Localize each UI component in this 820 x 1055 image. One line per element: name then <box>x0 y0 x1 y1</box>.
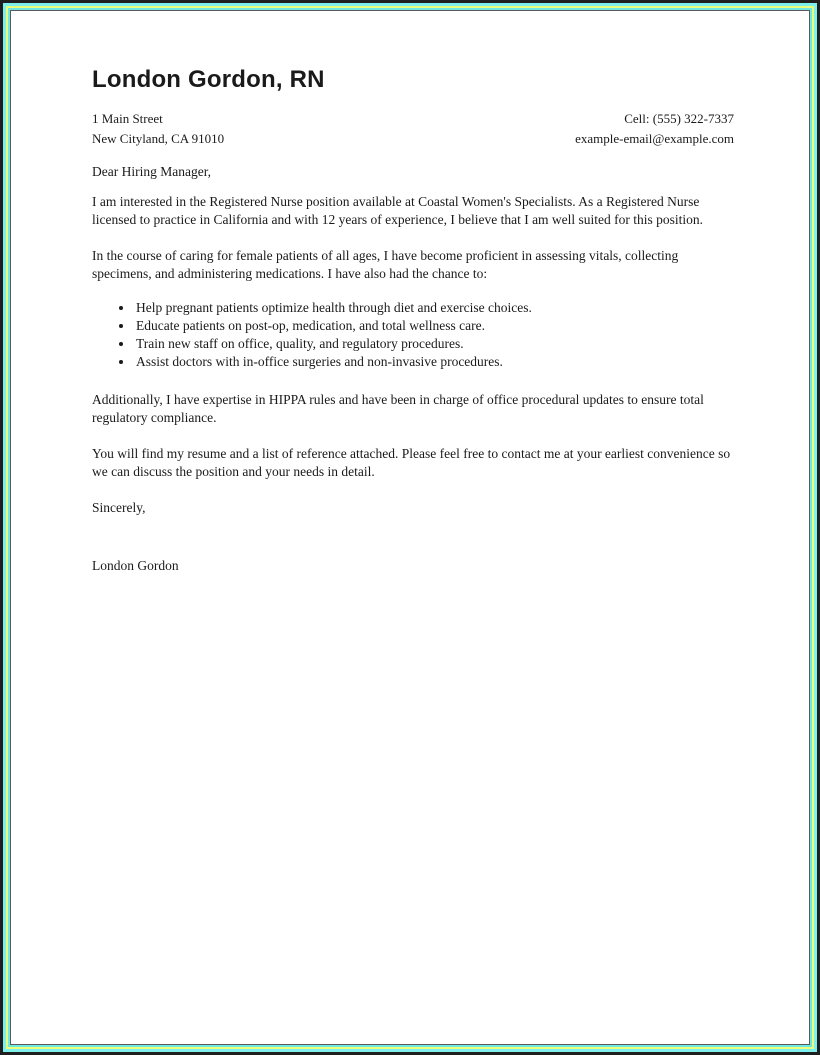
email-address: example-email@example.com <box>575 131 734 146</box>
paragraph-experience: In the course of caring for female patients of all ages, I have become proficient in assessing vitals, collecting specimens, and administering medications. I have also had the chance to: <box>92 248 679 281</box>
frame-border <box>3 3 817 1052</box>
address-line-2: New Cityland, CA 91010 <box>92 131 225 146</box>
signature-name: London Gordon <box>92 558 179 573</box>
list-item: • Assist doctors with in-office surgeries and non-invasive procedures. <box>134 353 734 371</box>
closing: Sincerely, <box>92 500 146 515</box>
letter-page <box>10 10 810 1045</box>
address-block <box>92 109 224 149</box>
applicant-name: London Gordon, RN <box>92 66 325 93</box>
cover-letter <box>92 65 734 575</box>
address-line-1: 1 Main Street <box>92 111 163 126</box>
contact-block <box>92 109 734 149</box>
phone-number: Cell: (555) 322-7337 <box>624 111 734 126</box>
paragraph-intro: I am interested in the Registered Nurse position available at Coastal Women's Specialists. As a Registered Nurse licensed to practice in California and with 12 years of experience, I believe that I am well suited for this position. <box>92 194 704 227</box>
skills-list <box>92 299 734 371</box>
list-item: • Educate patients on post-op, medication, and total wellness care. <box>134 317 734 335</box>
paragraph-contact: You will find my resume and a list of reference attached. Please feel free to contact me at your earliest convenience so we can discuss the position and your needs in detail. <box>92 446 731 479</box>
list-item: • Help pregnant patients optimize health through diet and exercise choices. <box>134 299 734 317</box>
paragraph-expertise: Additionally, I have expertise in HIPPA rules and have been in charge of office procedural updates to ensure total regulatory compliance. <box>92 392 704 425</box>
phone-email-block <box>575 109 734 149</box>
greeting: Dear Hiring Manager, <box>92 164 212 179</box>
list-item: • Train new staff on office, quality, and regulatory procedures. <box>134 335 734 353</box>
